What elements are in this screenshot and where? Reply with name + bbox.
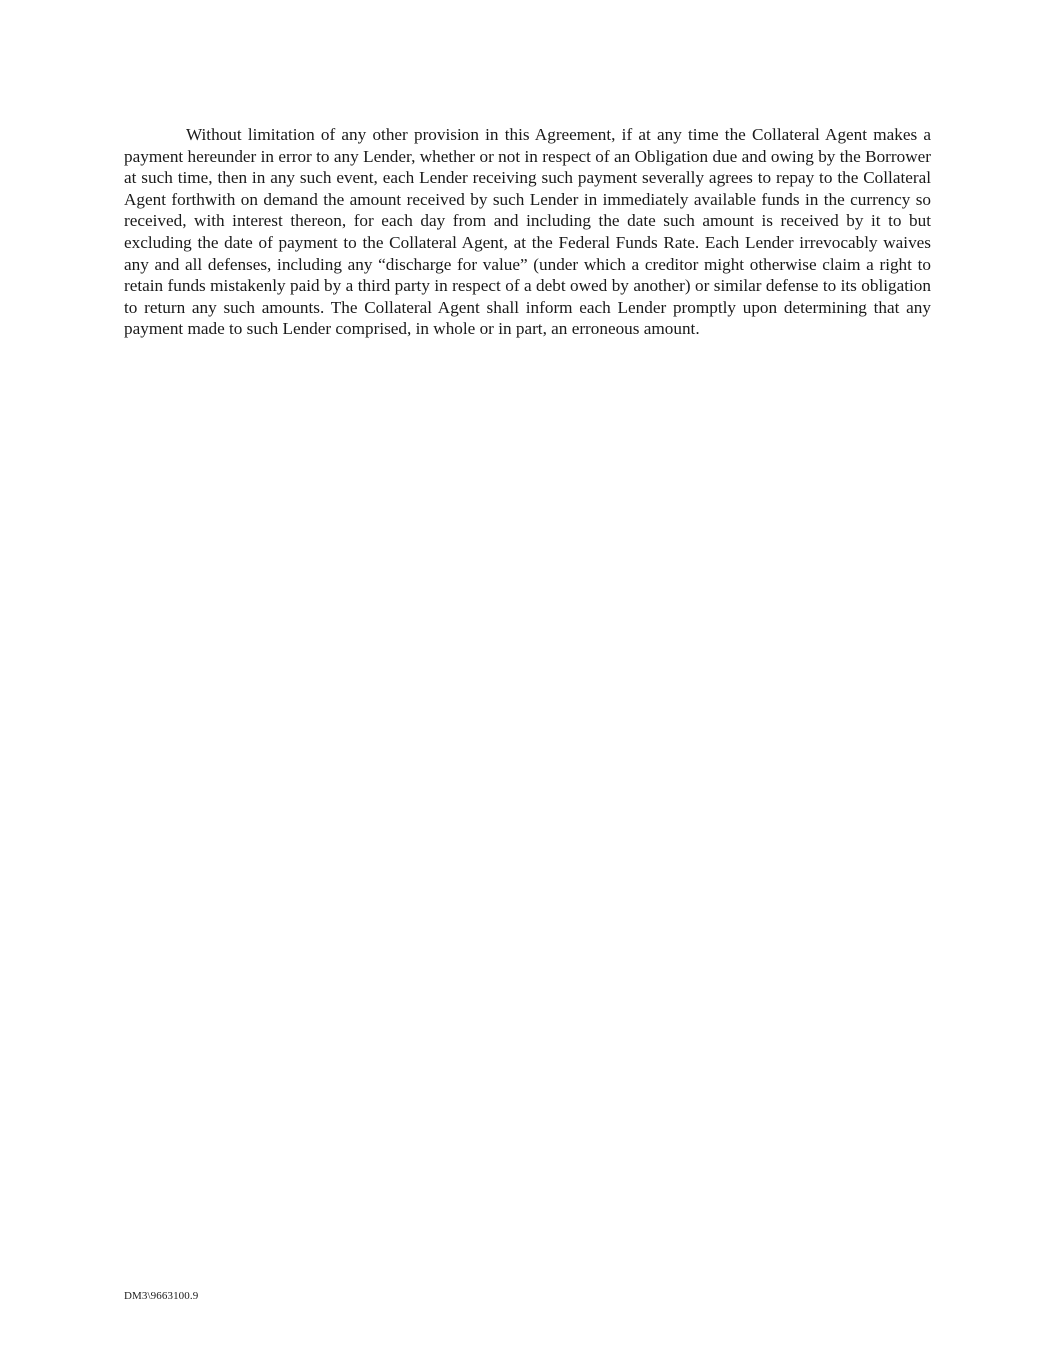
body-paragraph: Without limitation of any other provision in this Agreement, if at any time the Collateral Agent makes a payment hereunder in error to any Lender, whether or not in respect of an Obligation due and owing by the Borrower at such time, then in any such event, each Lender receiving such payment severally agrees to repay to the Collateral Agent forthwith on demand the amount received by such Lender in immediately available funds in the currency so received, with interest thereon, for each day from and including the date such amount is received by it to but excluding the date of payment to the Collateral Agent, at the Federal Funds Rate. Each Lender irrevocably waives any and all defenses, including any “discharge for value” (under which a creditor might otherwise claim a right to retain funds mistakenly paid by a third party in respect of a debt owed by another) or similar defense to its obligation to return any such amounts. The Collateral Agent shall inform each Lender promptly upon determining that any payment made to such Lender comprised, in whole or in part, an erroneous amount. <box>124 125 931 339</box>
document-id-footer: DM3\9663100.9 <box>124 1290 199 1302</box>
